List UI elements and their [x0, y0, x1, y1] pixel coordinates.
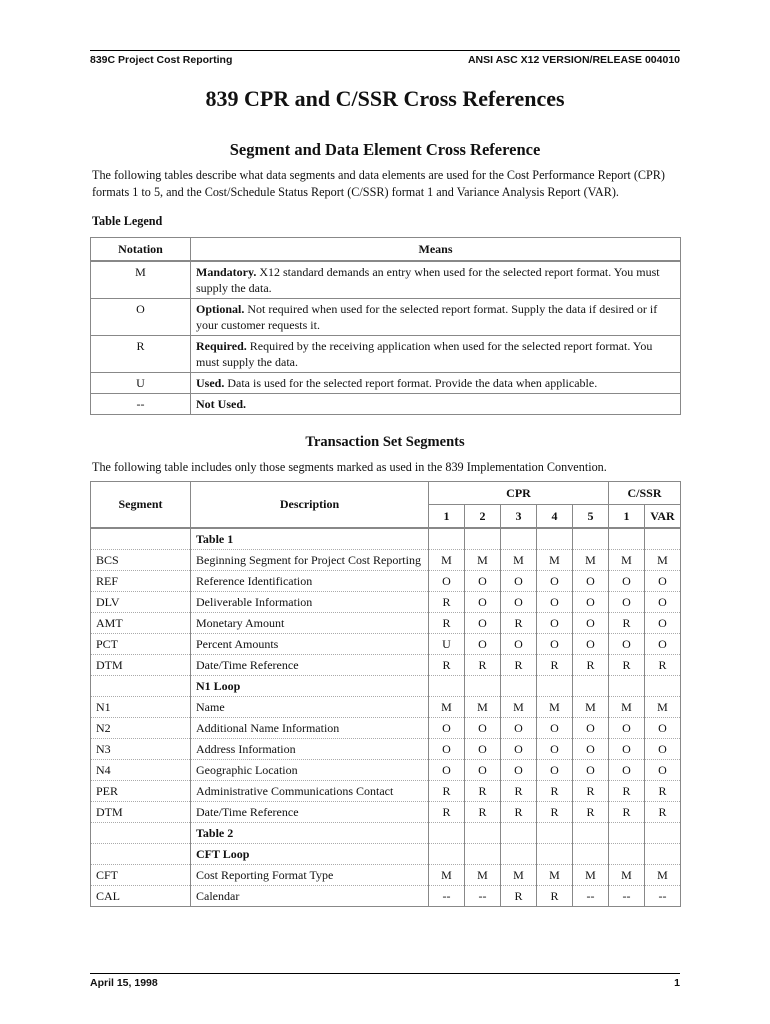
legend-term: Optional. — [196, 302, 245, 316]
usage-cell: R — [609, 781, 645, 802]
segment-id: N1 — [91, 697, 191, 718]
page-footer — [90, 977, 680, 991]
usage-cell: R — [645, 781, 681, 802]
usage-cell: M — [429, 550, 465, 571]
usage-cell: R — [573, 781, 609, 802]
col-format: 2 — [465, 505, 501, 529]
usage-cell: O — [573, 571, 609, 592]
usage-cell — [465, 528, 501, 550]
table-row — [91, 865, 681, 886]
usage-cell — [501, 823, 537, 844]
usage-cell: -- — [609, 886, 645, 907]
usage-cell: R — [573, 802, 609, 823]
usage-cell: U — [429, 634, 465, 655]
legend-term: Mandatory. — [196, 265, 257, 279]
usage-cell — [465, 823, 501, 844]
usage-cell: M — [465, 550, 501, 571]
page-header — [90, 54, 680, 68]
usage-cell: M — [501, 865, 537, 886]
legend-notation: -- — [91, 394, 191, 415]
usage-cell: R — [537, 781, 573, 802]
usage-cell: R — [501, 886, 537, 907]
usage-cell: O — [501, 760, 537, 781]
col-format: 1 — [609, 505, 645, 529]
usage-cell: M — [645, 697, 681, 718]
usage-cell: O — [609, 571, 645, 592]
table-row — [91, 886, 681, 907]
usage-cell: O — [573, 739, 609, 760]
usage-cell: O — [429, 718, 465, 739]
segment-id — [91, 823, 191, 844]
usage-cell: R — [501, 613, 537, 634]
usage-cell: R — [609, 802, 645, 823]
usage-cell: M — [573, 550, 609, 571]
segments-table — [90, 481, 681, 907]
usage-cell: -- — [645, 886, 681, 907]
col-format: 5 — [573, 505, 609, 529]
header-right: ANSI ASC X12 VERSION/RELEASE 004010 — [467, 54, 680, 66]
usage-cell: O — [465, 739, 501, 760]
segment-id — [91, 676, 191, 697]
table-row — [91, 634, 681, 655]
usage-cell: O — [465, 592, 501, 613]
segment-id: PER — [91, 781, 191, 802]
usage-cell: M — [645, 865, 681, 886]
usage-cell: O — [501, 718, 537, 739]
segment-id: CAL — [91, 886, 191, 907]
legend-means — [191, 394, 681, 415]
usage-cell: O — [537, 760, 573, 781]
usage-cell: O — [429, 760, 465, 781]
header-rule — [90, 50, 680, 51]
usage-cell — [645, 844, 681, 865]
usage-cell: O — [609, 760, 645, 781]
usage-cell — [429, 844, 465, 865]
segment-id: BCS — [91, 550, 191, 571]
usage-cell: O — [465, 571, 501, 592]
segments-intro: The following table includes only those segments marked as used in the 839 Implementation Convention. — [92, 460, 607, 474]
usage-cell: O — [429, 739, 465, 760]
usage-cell: O — [645, 613, 681, 634]
usage-cell: R — [465, 781, 501, 802]
usage-cell — [501, 676, 537, 697]
usage-cell — [645, 823, 681, 844]
segment-id: N4 — [91, 760, 191, 781]
usage-cell — [465, 844, 501, 865]
usage-cell: R — [429, 613, 465, 634]
usage-cell: O — [645, 592, 681, 613]
segment-description: Additional Name Information — [191, 718, 429, 739]
usage-cell: -- — [465, 886, 501, 907]
segment-id: AMT — [91, 613, 191, 634]
segment-description: Address Information — [191, 739, 429, 760]
usage-cell: M — [609, 865, 645, 886]
usage-cell — [609, 676, 645, 697]
col-group-cssr: C/SSR — [609, 482, 681, 505]
legend-title: Table Legend — [92, 214, 163, 228]
segment-description: Percent Amounts — [191, 634, 429, 655]
usage-cell: R — [609, 613, 645, 634]
group-heading: N1 Loop — [191, 676, 429, 697]
segment-id: N3 — [91, 739, 191, 760]
usage-cell: O — [573, 634, 609, 655]
usage-cell: O — [465, 718, 501, 739]
usage-cell — [573, 823, 609, 844]
usage-cell: M — [465, 697, 501, 718]
legend-row — [91, 373, 681, 394]
usage-cell: O — [501, 739, 537, 760]
usage-cell — [429, 528, 465, 550]
legend-means — [191, 299, 681, 336]
usage-cell: R — [645, 655, 681, 676]
usage-cell: M — [573, 865, 609, 886]
table-row — [91, 613, 681, 634]
usage-cell: R — [573, 655, 609, 676]
table-row — [91, 718, 681, 739]
table-row — [91, 592, 681, 613]
usage-cell: R — [609, 655, 645, 676]
usage-cell: O — [537, 739, 573, 760]
col-description: Description — [191, 482, 429, 529]
segment-id: DTM — [91, 802, 191, 823]
usage-cell: O — [501, 592, 537, 613]
legend-notation: U — [91, 373, 191, 394]
table-row — [91, 571, 681, 592]
group-heading: Table 2 — [191, 823, 429, 844]
usage-cell: R — [429, 802, 465, 823]
table-row — [91, 697, 681, 718]
usage-cell: O — [501, 634, 537, 655]
usage-cell: R — [537, 655, 573, 676]
usage-cell: O — [645, 760, 681, 781]
col-format: VAR — [645, 505, 681, 529]
usage-cell: M — [465, 865, 501, 886]
usage-cell — [573, 844, 609, 865]
segment-id: REF — [91, 571, 191, 592]
legend-means — [191, 373, 681, 394]
segments-body — [91, 528, 681, 907]
usage-cell: R — [501, 781, 537, 802]
section-title: Segment and Data Element Cross Reference — [229, 140, 541, 159]
legend-row — [91, 299, 681, 336]
page-title: 839 CPR and C/SSR Cross References — [205, 86, 565, 111]
usage-cell — [609, 844, 645, 865]
usage-cell — [573, 528, 609, 550]
legend-description: Data is used for the selected report format. Provide the data when applicable. — [227, 376, 598, 390]
usage-cell: O — [465, 760, 501, 781]
segments-title: Transaction Set Segments — [305, 434, 465, 450]
segment-id: DTM — [91, 655, 191, 676]
usage-cell: M — [501, 697, 537, 718]
table-group-row — [91, 528, 681, 550]
header-left: 839C Project Cost Reporting — [90, 54, 233, 66]
usage-cell: R — [501, 802, 537, 823]
usage-cell — [645, 676, 681, 697]
usage-cell: M — [429, 697, 465, 718]
usage-cell: R — [501, 655, 537, 676]
group-heading: Table 1 — [191, 528, 429, 550]
legend-row — [91, 261, 681, 299]
segment-id: CFT — [91, 865, 191, 886]
usage-cell — [429, 676, 465, 697]
usage-cell: O — [429, 571, 465, 592]
segment-id: DLV — [91, 592, 191, 613]
table-row — [91, 739, 681, 760]
segment-id: PCT — [91, 634, 191, 655]
segment-description: Date/Time Reference — [191, 655, 429, 676]
usage-cell: O — [537, 592, 573, 613]
page-number: 1 — [674, 977, 680, 989]
usage-cell: R — [429, 655, 465, 676]
segment-description: Beginning Segment for Project Cost Reporting — [191, 550, 429, 571]
usage-cell — [609, 528, 645, 550]
table-row — [91, 781, 681, 802]
footer-rule — [90, 973, 680, 974]
table-group-row — [91, 844, 681, 865]
col-group-cpr: CPR — [429, 482, 609, 505]
usage-cell: M — [537, 697, 573, 718]
usage-cell — [573, 676, 609, 697]
legend-description: Required by the receiving application when used for the selected report format. You must supply the data. — [196, 339, 653, 369]
usage-cell: M — [573, 697, 609, 718]
segment-description: Deliverable Information — [191, 592, 429, 613]
usage-cell: O — [609, 739, 645, 760]
usage-cell: -- — [429, 886, 465, 907]
usage-cell — [645, 528, 681, 550]
usage-cell: O — [573, 592, 609, 613]
usage-cell: M — [645, 550, 681, 571]
segment-description: Reference Identification — [191, 571, 429, 592]
legend-row — [91, 394, 681, 415]
legend-col-means: Means — [191, 238, 681, 262]
usage-cell: O — [609, 592, 645, 613]
col-format: 4 — [537, 505, 573, 529]
usage-cell: O — [465, 634, 501, 655]
segment-description: Name — [191, 697, 429, 718]
usage-cell: O — [645, 634, 681, 655]
legend-body — [91, 261, 681, 415]
usage-cell — [537, 528, 573, 550]
group-heading: CFT Loop — [191, 844, 429, 865]
usage-cell: -- — [573, 886, 609, 907]
legend-header-row — [91, 238, 681, 262]
legend-description: X12 standard demands an entry when used for the selected report format. You must supply the data. — [196, 265, 660, 295]
segment-description: Administrative Communications Contact — [191, 781, 429, 802]
usage-cell: M — [501, 550, 537, 571]
usage-cell: O — [573, 718, 609, 739]
segment-description: Calendar — [191, 886, 429, 907]
usage-cell: M — [609, 697, 645, 718]
table-row — [91, 760, 681, 781]
usage-cell — [537, 844, 573, 865]
legend-means — [191, 336, 681, 373]
segment-id: N2 — [91, 718, 191, 739]
usage-cell: O — [645, 718, 681, 739]
usage-cell: O — [573, 613, 609, 634]
usage-cell — [429, 823, 465, 844]
legend-notation: R — [91, 336, 191, 373]
usage-cell: M — [609, 550, 645, 571]
usage-cell: R — [429, 592, 465, 613]
table-row — [91, 802, 681, 823]
segment-description: Geographic Location — [191, 760, 429, 781]
usage-cell: O — [645, 571, 681, 592]
legend-means — [191, 261, 681, 299]
col-segment: Segment — [91, 482, 191, 529]
usage-cell: R — [429, 781, 465, 802]
table-row — [91, 550, 681, 571]
usage-cell: O — [609, 634, 645, 655]
usage-cell: O — [537, 613, 573, 634]
legend-term: Used. — [196, 376, 225, 390]
usage-cell — [537, 823, 573, 844]
legend-notation: M — [91, 261, 191, 299]
usage-cell: O — [501, 571, 537, 592]
usage-cell: O — [573, 760, 609, 781]
table-row — [91, 655, 681, 676]
table-group-row — [91, 823, 681, 844]
legend-row — [91, 336, 681, 373]
usage-cell: M — [429, 865, 465, 886]
usage-cell — [609, 823, 645, 844]
segment-id — [91, 844, 191, 865]
usage-cell: R — [465, 802, 501, 823]
segment-description: Date/Time Reference — [191, 802, 429, 823]
usage-cell: O — [609, 718, 645, 739]
usage-cell: R — [537, 886, 573, 907]
legend-col-notation: Notation — [91, 238, 191, 262]
segments-header-row-1 — [91, 482, 681, 505]
legend-description: Not required when used for the selected report format. Supply the data if desired or if your customer requests it. — [196, 302, 658, 332]
footer-date: April 15, 1998 — [90, 977, 158, 989]
usage-cell: R — [645, 802, 681, 823]
usage-cell — [501, 844, 537, 865]
usage-cell: M — [537, 865, 573, 886]
intro-paragraph: The following tables describe what data segments and data elements are used for the Cost Performance Report (CPR) formats 1 to 5, and the Cost/Schedule Status Report (C/SSR) format 1 and Variance Analysis Report (VAR). — [92, 168, 665, 199]
usage-cell — [537, 676, 573, 697]
usage-cell: R — [465, 655, 501, 676]
usage-cell: R — [537, 802, 573, 823]
segment-description: Monetary Amount — [191, 613, 429, 634]
col-format: 1 — [429, 505, 465, 529]
usage-cell: O — [465, 613, 501, 634]
usage-cell — [465, 676, 501, 697]
segment-id — [91, 528, 191, 550]
usage-cell: M — [537, 550, 573, 571]
segment-description: Cost Reporting Format Type — [191, 865, 429, 886]
legend-term: Not Used. — [196, 397, 246, 411]
usage-cell: O — [645, 739, 681, 760]
usage-cell: O — [537, 718, 573, 739]
col-format: 3 — [501, 505, 537, 529]
legend-notation: O — [91, 299, 191, 336]
legend-table — [90, 237, 681, 415]
usage-cell — [501, 528, 537, 550]
table-group-row — [91, 676, 681, 697]
legend-term: Required. — [196, 339, 247, 353]
usage-cell: O — [537, 571, 573, 592]
usage-cell: O — [537, 634, 573, 655]
